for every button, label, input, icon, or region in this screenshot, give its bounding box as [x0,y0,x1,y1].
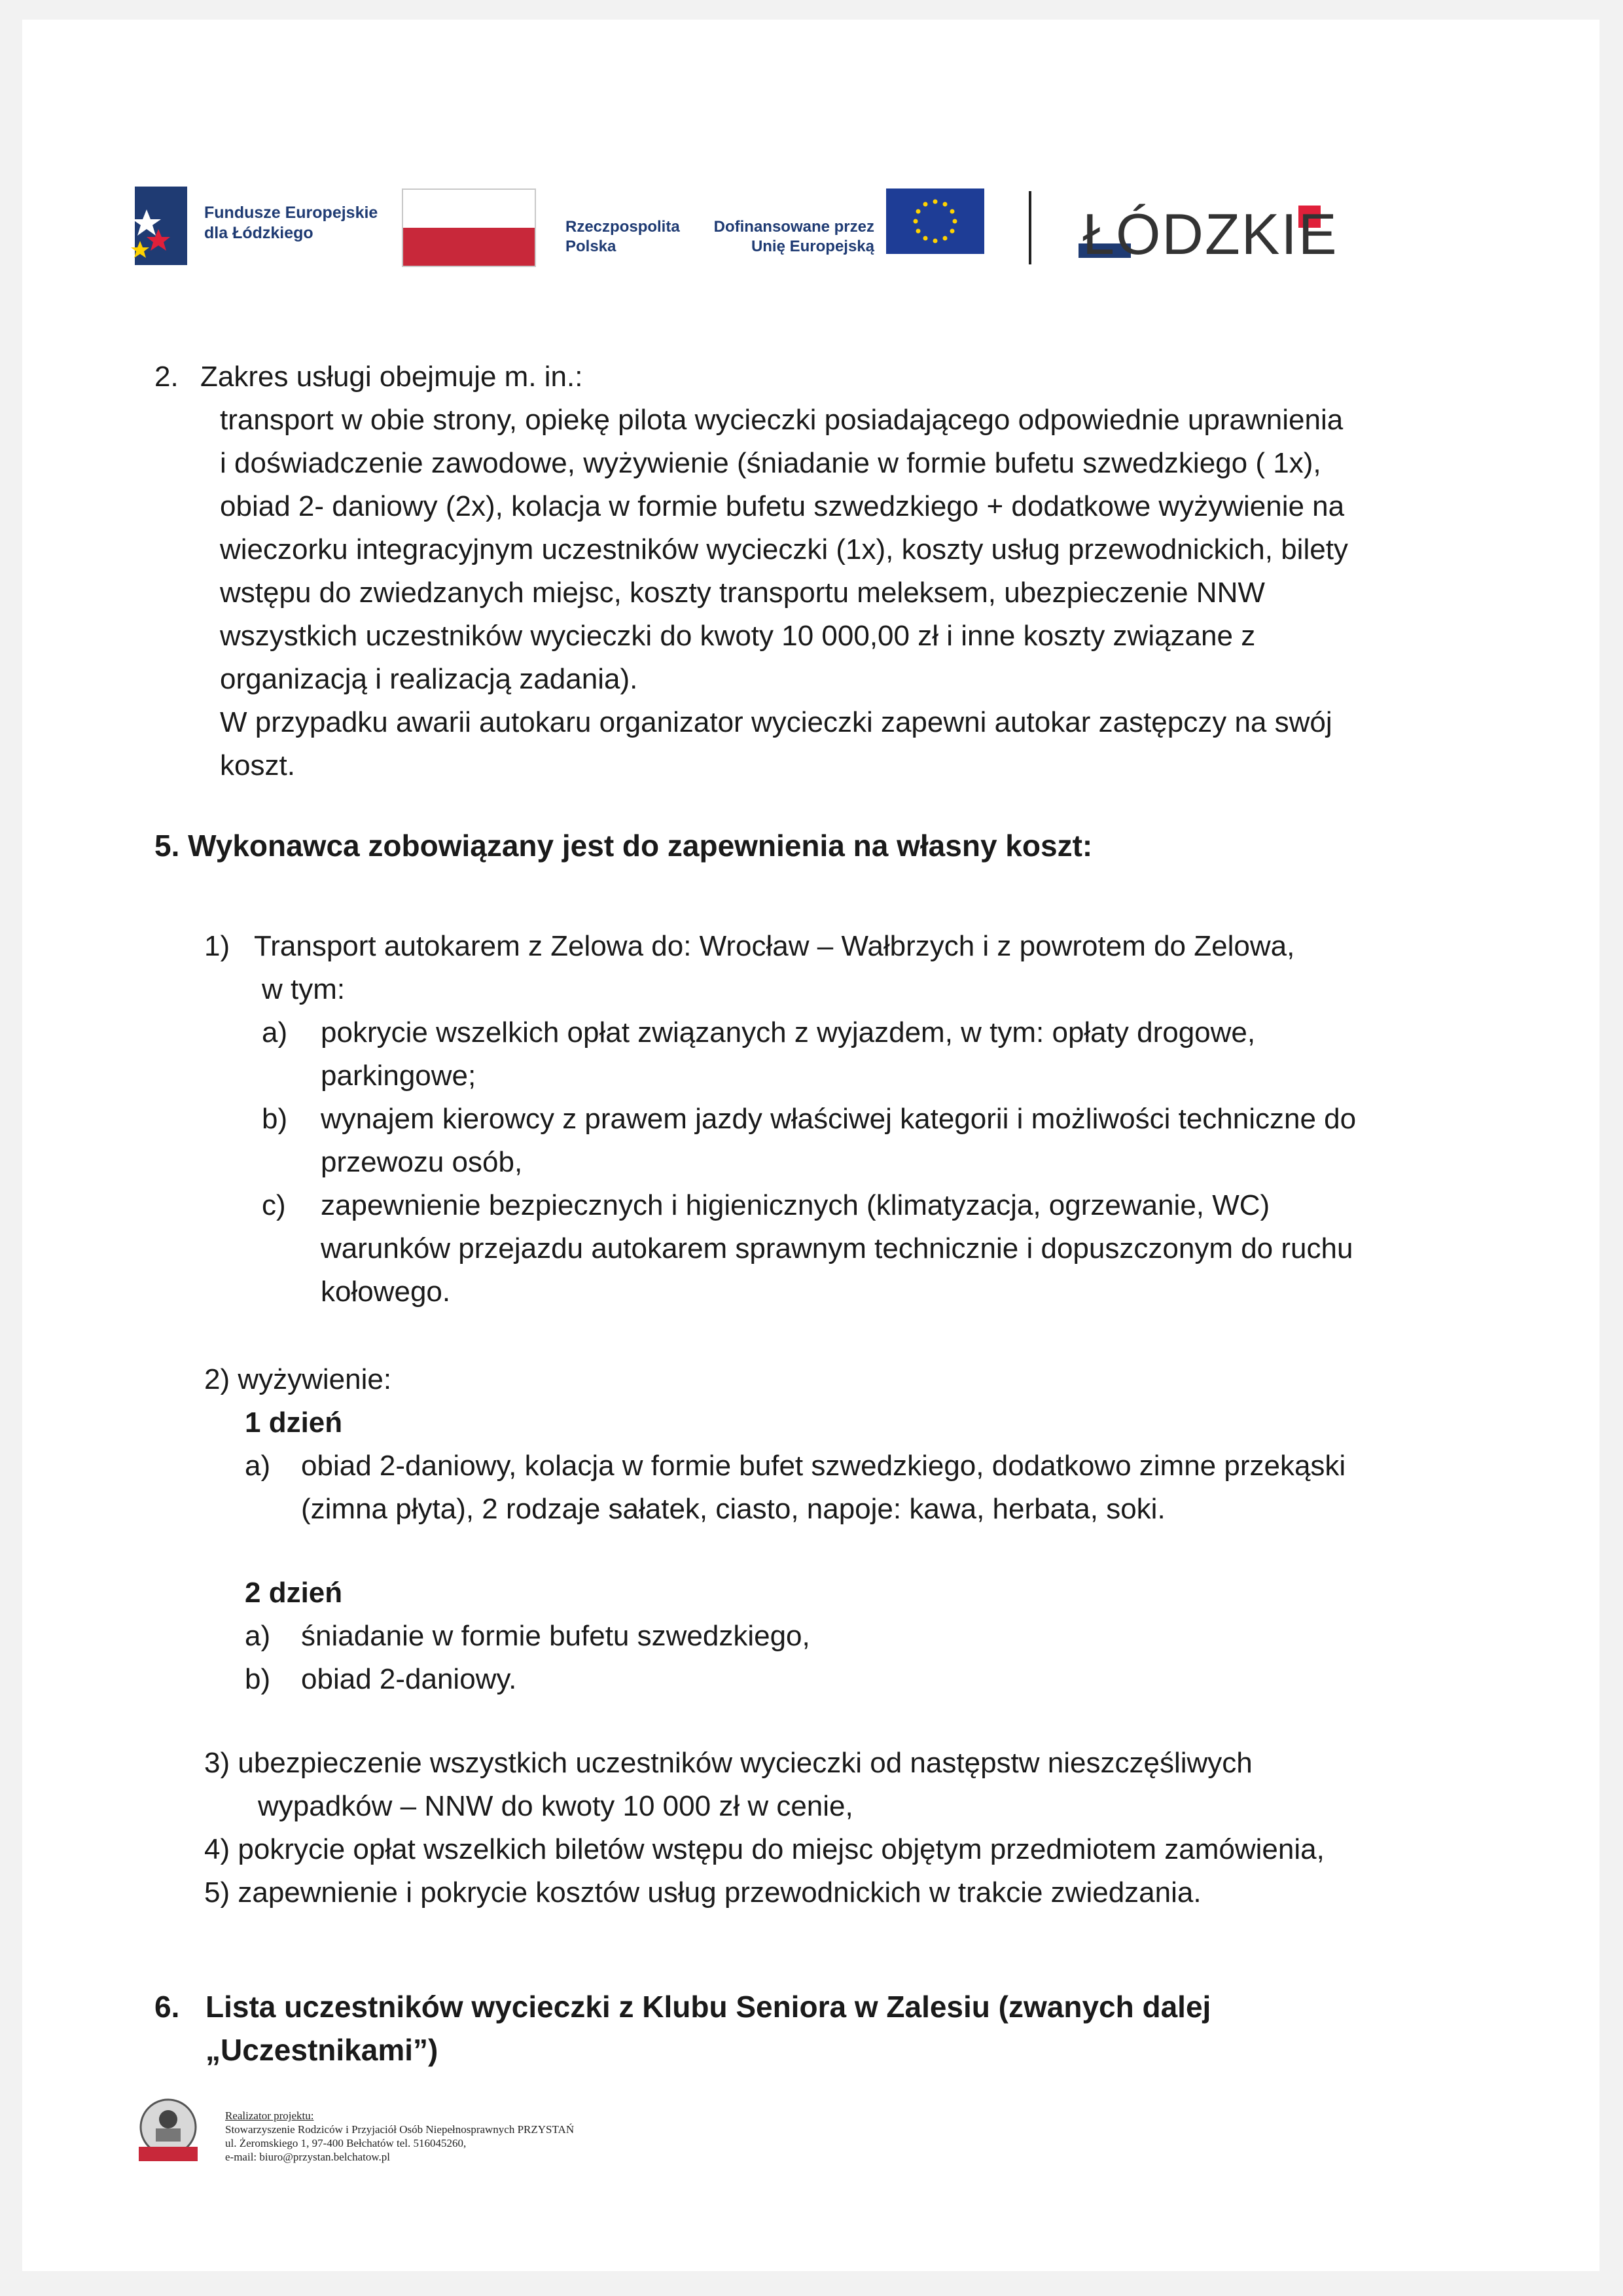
day1-marker: a) [245,1450,271,1482]
lodzkie-wordmark-icon [1076,196,1351,268]
section6-line1: Lista uczestników wycieczki z Klubu Seniora w Zalesiu (zwanych dalej [205,1990,1211,2024]
item1-line1: Transport autokarem z Zelowa do: Wrocław – Wałbrzych i z powrotem do Zelowa, [254,930,1295,962]
section2-number: 2. [154,361,179,393]
footer-heading: Realizator projektu: [225,2109,314,2122]
day1-line: (zimna płyta), 2 rodzaje sałatek, ciasto, napoje: kawa, herbata, soki. [301,1493,1166,1525]
day1-title: 1 dzień [245,1407,343,1439]
logo-separator [1029,191,1031,264]
day2-title: 2 dzień [245,1577,343,1609]
przystan-emblem-icon [132,2094,204,2166]
funds-eu-star-icon [127,183,192,268]
item1-sub-a-marker: a) [262,1016,288,1049]
polish-republic-logo [402,188,680,267]
footer-line1: Stowarzyszenie Rodziców i Przyjaciół Osób Niepełnosprawnych PRZYSTAŃ [225,2123,575,2136]
section2-line: wstępu do zwiedzanych miejsc, koszty transportu meleksem, ubezpieczenie NNW [220,577,1265,609]
funds-eu-logo [127,183,402,275]
lodzkie-logo [1076,196,1351,275]
item3-line2: wypadków – NNW do kwoty 10 000 zł w cenie, [258,1790,853,1822]
day2-b-marker: b) [245,1663,271,1695]
polish-republic-line2: Polska [565,238,616,255]
day2-a-text: śniadanie w formie bufetu szwedzkiego, [301,1620,810,1652]
section2-line: wieczorku integracyjnym uczestników wycieczki (1x), koszty usług przewodnickich, bilety [220,533,1348,565]
item1-line2: w tym: [262,973,346,1005]
item1-sub-c-line: kołowego. [321,1276,451,1308]
przystan-logo [132,2094,204,2166]
document-page [22,20,1599,2271]
item1-sub-a-line: pokrycie wszelkich opłat związanych z wyjazdem, w tym: opłaty drogowe, [321,1016,1256,1049]
section2-line: i doświadczenie zawodowe, wyżywienie (śniadanie w formie bufetu szwedzkiego ( 1x), [220,447,1321,479]
eu-cofinancing-line1: Dofinansowane przez [713,218,874,236]
item1-sub-b-line: przewozu osób, [321,1146,523,1178]
item1-sub-c-marker: c) [262,1189,286,1221]
item3-line1: 3) ubezpieczenie wszystkich uczestników wycieczki od następstw nieszczęśliwych [204,1747,1253,1779]
day1-line: obiad 2-daniowy, kolacja w formie bufet szwedzkiego, dodatkowo zimne przekąski [301,1450,1346,1482]
section6-number: 6. [154,1990,180,2024]
funds-eu-line1: Fundusze Europejskie [204,204,378,222]
footer-contact [225,2109,574,2164]
eu-cofinancing-logo [683,188,984,267]
section2-line: W przypadku awarii autokaru organizator wycieczki zapewni autokar zastępczy na swój [220,706,1332,738]
logo-bar [22,20,1599,295]
item2-label: 2) wyżywienie: [204,1363,392,1395]
item1-sub-c-line: zapewnienie bezpiecznych i higienicznych (klimatyzacja, ogrzewanie, WC) [321,1189,1270,1221]
polish-flag-icon [402,188,536,267]
item1-sub-b-line: wynajem kierowcy z prawem jazdy właściwej kategorii i możliwości techniczne do [321,1103,1357,1135]
item5: 5) zapewnienie i pokrycie kosztów usług przewodnickich w trakcie zwiedzania. [204,1876,1202,1909]
item1-sub-c-line: warunków przejazdu autokarem sprawnym technicznie i dopuszczonym do ruchu [321,1232,1353,1265]
eu-cofinancing-line2: Unię Europejską [751,238,874,255]
day2-a-marker: a) [245,1620,271,1652]
funds-eu-line2: dla Łódzkiego [204,224,313,242]
polish-republic-line1: Rzeczpospolita [565,218,680,236]
item1-marker: 1) [204,930,230,962]
footer-line3: e-mail: biuro@przystan.belchatow.pl [225,2151,391,2163]
section2-line: organizacją i realizacją zadania). [220,663,638,695]
section2-line: koszt. [220,749,295,781]
section6-line2: „Uczestnikami”) [205,2033,438,2067]
section2-line: transport w obie strony, opiekę pilota wycieczki posiadającego odpowiednie uprawnienia [220,404,1344,436]
item4: 4) pokrycie opłat wszelkich biletów wstępu do miejsc objętym przedmiotem zamówienia, [204,1833,1325,1865]
day2-b-text: obiad 2-daniowy. [301,1663,517,1695]
item1-sub-b-marker: b) [262,1103,288,1135]
section5-title: 5. Wykonawca zobowiązany jest do zapewnienia na własny koszt: [154,829,1093,863]
footer-line2: ul. Żeromskiego 1, 97-400 Bełchatów tel. 516045260, [225,2137,467,2149]
section2-title: Zakres usługi obejmuje m. in.: [200,361,583,393]
eu-flag-icon [886,188,984,254]
item1-sub-a-line: parkingowe; [321,1060,476,1092]
section2-line: wszystkich uczestników wycieczki do kwoty 10 000,00 zł i inne koszty związane z [220,620,1256,652]
section2-line: obiad 2- daniowy (2x), kolacja w formie bufetu szwedzkiego + dodatkowe wyżywienie na [220,490,1345,522]
svg-text:ŁÓDZKIE: ŁÓDZKIE [1082,202,1338,266]
